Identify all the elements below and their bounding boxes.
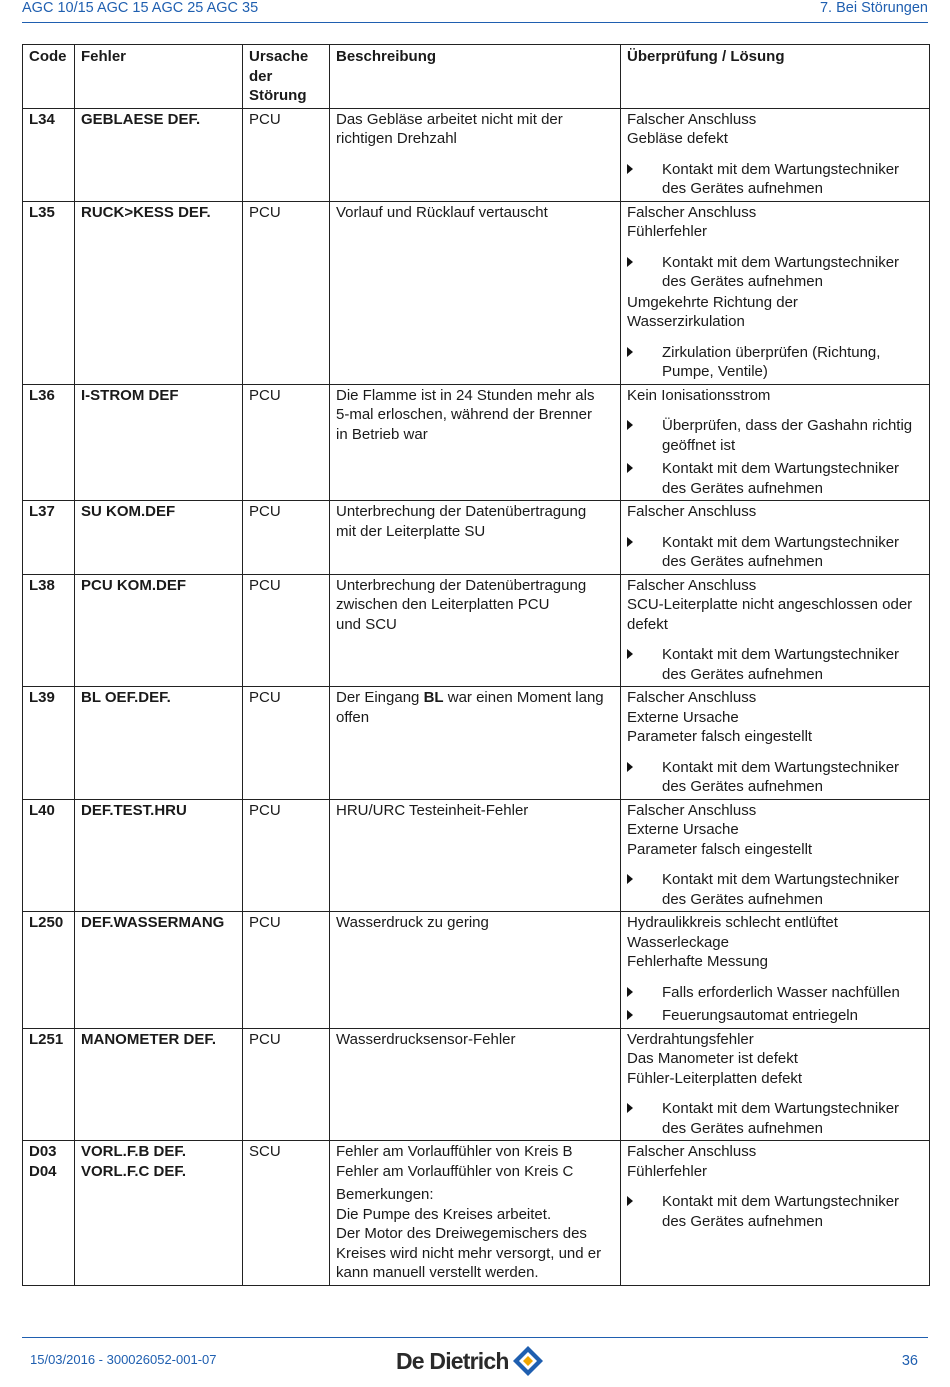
remarks-line: Bemerkungen:	[336, 1186, 434, 1203]
arrow-right-icon	[627, 1010, 633, 1020]
action-line: des Gerätes aufnehmen	[662, 273, 823, 290]
error-code: D04	[29, 1162, 57, 1180]
error-code-cell	[23, 501, 75, 575]
action-line: geöffnet ist	[662, 436, 736, 454]
action-line: des Gerätes aufnehmen	[662, 665, 823, 683]
possible-cause	[627, 688, 923, 747]
description-line: Unterbrechung der Datenübertragung	[336, 576, 587, 594]
arrow-right-icon	[627, 164, 633, 174]
solution-cell	[621, 501, 930, 575]
arrow-right-icon	[627, 1103, 633, 1113]
corrective-action	[627, 1006, 923, 1026]
error-name-cell	[75, 108, 243, 201]
description-cell	[330, 201, 621, 384]
description-cell	[330, 687, 621, 800]
description-bold-term: BL	[423, 689, 444, 706]
possible-cause	[627, 576, 923, 635]
diamond-logo-icon	[511, 1344, 545, 1378]
table-row	[23, 201, 930, 384]
action-line: Kontakt mit dem Wartungstechniker	[662, 533, 900, 551]
description-line: offen	[336, 708, 370, 726]
error-code-cell	[23, 1141, 75, 1286]
description-line: Unterbrechung der Datenübertragung	[336, 503, 587, 520]
description-text: Der Eingang	[336, 689, 424, 706]
error-source-cell	[243, 1141, 330, 1286]
error-name: MANOMETER DEF.	[81, 1030, 216, 1048]
arrow-right-icon	[627, 537, 633, 547]
error-name-cell	[75, 1028, 243, 1141]
description-line: mit der Leiterplatte SU	[336, 522, 486, 540]
description-cell	[330, 912, 621, 1029]
error-source-cell	[243, 574, 330, 687]
action-line: des Gerätes aufnehmen	[662, 553, 823, 570]
header-document-title: AGC 10/15 AGC 15 AGC 25 AGC 35	[22, 0, 259, 16]
cause-line: Wasserleckage	[627, 933, 729, 951]
description-cell	[330, 574, 621, 687]
action-line: Kontakt mit dem Wartungstechniker	[662, 646, 900, 663]
corrective-action	[627, 160, 923, 199]
action-line: des Gerätes aufnehmen	[662, 180, 823, 197]
description-line: Fehler am Vorlauffühler von Kreis C	[336, 1162, 574, 1180]
description-cell	[330, 384, 621, 501]
cause-line: Falscher Anschluss	[627, 503, 757, 520]
table-header-row	[23, 45, 930, 109]
arrow-right-icon	[627, 463, 633, 473]
error-code: D03	[29, 1143, 57, 1160]
action-line: Kontakt mit dem Wartungstechniker	[662, 1100, 900, 1117]
cause-line: Fühler-Leiterplatten defekt	[627, 1069, 803, 1087]
arrow-right-icon	[627, 257, 633, 267]
error-code-cell	[23, 201, 75, 384]
error-source-cell	[243, 1028, 330, 1141]
logo-wordmark: De Dietrich	[396, 1347, 509, 1374]
description-line	[336, 688, 614, 708]
action-line: des Gerätes aufnehmen	[662, 890, 823, 908]
description-line: Fehler am Vorlauffühler von Kreis B	[336, 1143, 573, 1160]
solution-cell	[621, 201, 930, 384]
possible-cause	[627, 110, 923, 149]
table-row	[23, 799, 930, 912]
corrective-action	[627, 645, 923, 684]
column-header-ursache: Ursache der Störung	[243, 45, 330, 109]
action-line: Kontakt mit dem Wartungstechniker	[662, 871, 900, 888]
description-line: zwischen den Leiterplatten PCU	[336, 596, 550, 613]
footer-page-number: 36	[901, 1353, 918, 1369]
corrective-action	[627, 1099, 923, 1138]
error-name-cell	[75, 799, 243, 912]
description-cell	[330, 1028, 621, 1141]
de-dietrich-logo	[396, 1344, 545, 1378]
description-line: und SCU	[336, 615, 397, 633]
error-name-cell	[75, 1141, 243, 1286]
error-name: SU KOM.DEF	[81, 503, 176, 520]
description-line: Wasserdrucksensor-Fehler	[336, 1030, 516, 1048]
description-line: in Betrieb war	[336, 425, 428, 443]
action-line: Kontakt mit dem Wartungstechniker	[662, 460, 900, 477]
error-source-cell	[243, 687, 330, 800]
possible-cause	[627, 1030, 923, 1089]
cause-line: Umgekehrte Richtung der	[627, 293, 798, 311]
error-code: L39	[29, 689, 55, 706]
possible-cause	[627, 502, 923, 522]
error-source-cell	[243, 108, 330, 201]
remarks-line: kann manuell verstellt werden.	[336, 1264, 539, 1281]
possible-cause	[627, 203, 923, 242]
remarks-block	[336, 1185, 614, 1283]
action-line: Überprüfen, dass der Gashahn richtig	[662, 417, 913, 434]
action-line: des Gerätes aufnehmen	[662, 778, 823, 795]
possible-cause	[627, 1142, 923, 1181]
action-line: Kontakt mit dem Wartungstechniker	[662, 1193, 900, 1210]
cause-line: defekt	[627, 615, 668, 633]
corrective-action	[627, 983, 923, 1003]
cause-line: Das Manometer ist defekt	[627, 1050, 798, 1067]
cause-line: Fühlerfehler	[627, 1162, 708, 1180]
table-row	[23, 108, 930, 201]
error-name: BL OEF.DEF.	[81, 689, 171, 706]
description-line: 5-mal erloschen, während der Brenner	[336, 406, 592, 423]
cause-line: Falscher Anschluss	[627, 203, 757, 221]
corrective-action	[627, 533, 923, 572]
error-code-cell	[23, 687, 75, 800]
cause-line: Falscher Anschluss	[627, 110, 757, 128]
table-row	[23, 384, 930, 501]
error-code: L35	[29, 203, 55, 221]
action-line: Kontakt mit dem Wartungstechniker	[662, 160, 900, 178]
cause-line: Falscher Anschluss	[627, 801, 757, 819]
cause-line: Falscher Anschluss	[627, 689, 757, 706]
error-name-cell	[75, 574, 243, 687]
solution-cell	[621, 912, 930, 1029]
error-code-cell	[23, 384, 75, 501]
arrow-right-icon	[627, 874, 633, 884]
cause-line: Parameter falsch eingestellt	[627, 840, 813, 858]
description-line: Das Gebläse arbeitet nicht mit der	[336, 110, 563, 128]
arrow-right-icon	[627, 649, 633, 659]
error-name-cell	[75, 201, 243, 384]
corrective-action	[627, 343, 923, 382]
cause-line: Hydraulikkreis schlecht entlüftet	[627, 914, 838, 931]
corrective-action	[627, 870, 923, 909]
column-header-fehler: Fehler	[75, 45, 243, 109]
error-source: PCU	[249, 203, 281, 221]
error-code: L34	[29, 110, 55, 128]
error-name: RUCK>KESS DEF.	[81, 203, 211, 221]
error-code: L38	[29, 576, 55, 594]
action-line: Kontakt mit dem Wartungstechniker	[662, 758, 900, 776]
error-name: DEF.TEST.HRU	[81, 801, 187, 819]
error-name: VORL.F.B DEF.	[81, 1143, 187, 1160]
cause-line: Fehlerhafte Messung	[627, 953, 768, 970]
corrective-action	[627, 1192, 923, 1231]
description-line: HRU/URC Testeinheit-Fehler	[336, 801, 529, 819]
error-name: DEF.WASSERMANG	[81, 914, 225, 931]
cause-line: Wasserzirkulation	[627, 313, 745, 330]
table-row	[23, 574, 930, 687]
error-source: PCU	[249, 576, 281, 594]
table-row	[23, 687, 930, 800]
error-code-cell	[23, 912, 75, 1029]
error-source: PCU	[249, 503, 281, 520]
error-code-cell	[23, 574, 75, 687]
description-line: richtigen Drehzahl	[336, 130, 457, 147]
description-cell	[330, 799, 621, 912]
solution-cell	[621, 108, 930, 201]
error-code-cell	[23, 799, 75, 912]
error-code-cell	[23, 1028, 75, 1141]
solution-cell	[621, 574, 930, 687]
action-line: des Gerätes aufnehmen	[662, 1119, 823, 1137]
corrective-action	[627, 416, 923, 455]
error-source-cell	[243, 799, 330, 912]
error-code: L251	[29, 1030, 64, 1048]
remarks-line: Der Motor des Dreiwegemischers des	[336, 1225, 587, 1242]
footer-divider	[22, 1337, 928, 1338]
table-row	[23, 501, 930, 575]
action-line: des Gerätes aufnehmen	[662, 1212, 823, 1230]
possible-cause	[627, 801, 923, 860]
error-source: SCU	[249, 1143, 281, 1160]
cause-line: Gebläse defekt	[627, 130, 728, 147]
possible-cause	[627, 386, 923, 406]
error-name-cell	[75, 687, 243, 800]
description-line: Die Flamme ist in 24 Stunden mehr als	[336, 386, 595, 404]
possible-cause	[627, 913, 923, 972]
solution-cell	[621, 1028, 930, 1141]
solution-cell	[621, 799, 930, 912]
arrow-right-icon	[627, 347, 633, 357]
description-text: war einen Moment lang	[443, 689, 604, 706]
error-name-cell	[75, 912, 243, 1029]
header-chapter-title: 7. Bei Störungen	[819, 0, 928, 16]
error-name: VORL.F.C DEF.	[81, 1162, 187, 1180]
table-row	[23, 1141, 930, 1286]
action-line: Kontakt mit dem Wartungstechniker	[662, 253, 900, 271]
error-source-cell	[243, 501, 330, 575]
corrective-action	[627, 253, 923, 292]
remarks-line: Kreises wird nicht mehr versorgt, und er	[336, 1244, 602, 1262]
error-code: L37	[29, 503, 55, 520]
cause-line: Falscher Anschluss	[627, 576, 757, 594]
cause-line: Externe Ursache	[627, 708, 739, 726]
error-source: PCU	[249, 110, 281, 128]
action-line: Falls erforderlich Wasser nachfüllen	[662, 983, 900, 1001]
arrow-right-icon	[627, 987, 633, 997]
description-cell	[330, 501, 621, 575]
solution-cell	[621, 687, 930, 800]
error-name: PCU KOM.DEF	[81, 576, 186, 594]
cause-line: Falscher Anschluss	[627, 1143, 757, 1160]
cause-line: Externe Ursache	[627, 821, 739, 838]
error-code-table	[22, 44, 930, 1286]
arrow-right-icon	[627, 762, 633, 772]
column-header-code: Code	[23, 45, 75, 109]
remarks-line: Die Pumpe des Kreises arbeitet.	[336, 1205, 552, 1223]
error-source-cell	[243, 201, 330, 384]
header-divider	[22, 22, 928, 23]
solution-cell	[621, 1141, 930, 1286]
arrow-right-icon	[627, 420, 633, 430]
error-source: PCU	[249, 689, 281, 706]
error-source: PCU	[249, 1030, 281, 1048]
table-row	[23, 1028, 930, 1141]
error-name: GEBLAESE DEF.	[81, 110, 201, 128]
cause-line: Verdrahtungsfehler	[627, 1030, 754, 1048]
footer-date-docnumber: 15/03/2016 - 300026052-001-07	[30, 1352, 217, 1367]
cause-line: Kein Ionisationsstrom	[627, 386, 771, 404]
description-line: Vorlauf und Rücklauf vertauscht	[336, 203, 548, 221]
description-cell	[330, 108, 621, 201]
error-code: L40	[29, 801, 55, 819]
error-code: L250	[29, 914, 64, 931]
error-name-cell	[75, 501, 243, 575]
action-line: Feuerungsautomat entriegeln	[662, 1007, 858, 1024]
error-source: PCU	[249, 801, 281, 819]
error-source: PCU	[249, 914, 281, 931]
error-source-cell	[243, 912, 330, 1029]
error-code-cell	[23, 108, 75, 201]
error-source-cell	[243, 384, 330, 501]
column-header-loesung: Überprüfung / Lösung	[621, 45, 930, 109]
action-line: Pumpe, Ventile)	[662, 363, 768, 380]
error-name: I-STROM DEF	[81, 386, 179, 404]
possible-cause	[627, 293, 923, 332]
table-row	[23, 912, 930, 1029]
error-code: L36	[29, 386, 55, 404]
cause-line: SCU-Leiterplatte nicht angeschlossen oder	[627, 596, 913, 613]
solution-cell	[621, 384, 930, 501]
action-line: Zirkulation überprüfen (Richtung,	[662, 343, 881, 361]
cause-line: Fühlerfehler	[627, 223, 708, 240]
description-cell	[330, 1141, 621, 1286]
arrow-right-icon	[627, 1196, 633, 1206]
corrective-action	[627, 758, 923, 797]
error-source: PCU	[249, 386, 281, 404]
cause-line: Parameter falsch eingestellt	[627, 728, 813, 745]
description-line: Wasserdruck zu gering	[336, 914, 489, 931]
error-name-cell	[75, 384, 243, 501]
action-line: des Gerätes aufnehmen	[662, 479, 823, 497]
column-header-beschreibung: Beschreibung	[330, 45, 621, 109]
corrective-action	[627, 459, 923, 498]
